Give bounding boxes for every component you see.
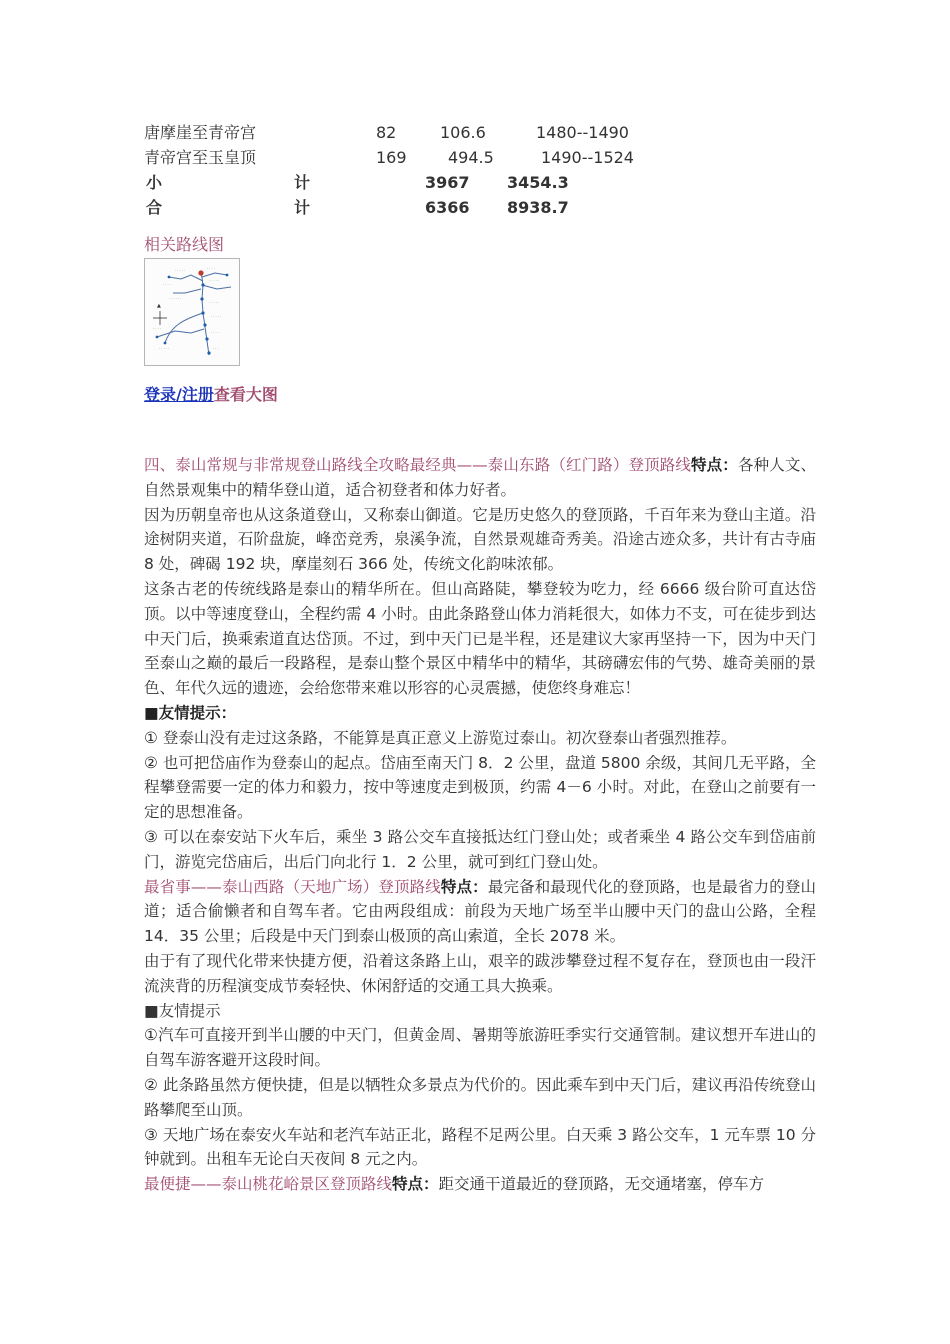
article-body [144, 453, 816, 1197]
total-distance: 8938.7 [507, 198, 569, 217]
tips-heading-plain: ■友情提示 [144, 1001, 221, 1020]
segment-name: 唐摩崖至青帝宫 [144, 123, 257, 142]
east-route-paragraph-1: 因为历朝皇帝也从这条道登山，又称泰山御道。它是历史悠久的登顶路，千百年来为登山主道。沿途树阴夹道，石阶盘旋，峰峦竞秀，泉溪争流，自然景观雄奇秀美。沿途古迹众多，共计有古寺庙 8 处，碑碣 192 块，摩崖刻石 366 处，传统文化韵味浓郁。 [144, 505, 816, 574]
svg-text:. . . . . .: . . . . . . [169, 296, 182, 300]
feature-label: 特点： [440, 877, 488, 896]
steps-value: 82 [376, 123, 397, 142]
feature-label: 特点： [691, 456, 738, 474]
total-label-b: 计 [294, 198, 311, 217]
east-route-paragraph-2: 这条古老的传统线路是泰山的精华所在。但山高路陡，攀登较为吃力，经 6666 级台阶可直达岱顶。以中等速度登山，全程约需 4 小时。由此条路登山体力消耗很大，如体力不支，可在徒步到达中天门后，换乘索道直达岱顶。不过，到中天门已是半程，还是建议大家再坚持一下，因为中天门至泰山之巅的最后一段路程，是泰山整个景区中精华中的精华，其磅礴宏伟的气势、雄奇美丽的景色、年代久远的遗迹，会给您带来难以形容的心灵震撼，使您终身难忘！ [144, 579, 816, 698]
svg-text:▲: ▲ [157, 303, 161, 309]
table-row [144, 120, 816, 145]
segment-name: 青帝宫至玉皇顶 [144, 148, 257, 167]
east-tip-1: ① 登泰山没有走过这条路，不能算是真正意义上游览过泰山。初次登泰山者强烈推荐。 [144, 728, 737, 747]
distance-value: 494.5 [448, 148, 494, 167]
east-route-title: 四、泰山常规与非常规登山路线全攻略最经典——泰山东路（红门路）登顶路线 [144, 456, 692, 474]
svg-text:. . . .: . . . . [211, 330, 219, 334]
svg-text:. . . . .: . . . . . [209, 278, 220, 282]
route-map-title: 相关路线图 [144, 235, 225, 254]
subtotal-label-a: 小 [146, 173, 163, 192]
altitude-value: 1490--1524 [541, 148, 634, 167]
svg-text:. . . .: . . . . [153, 326, 161, 330]
east-tip-2: ② 也可把岱庙作为登泰山的起点。岱庙至南天门 8．2 公里，盘道 5800 余级，其间几无平路，全程攀登需要一定的体力和毅力，按中等速度走到极顶，约需 4－6 小时。对此，在登山之前要有一定的思想准备。 [144, 753, 816, 822]
west-route-title: 最省事——泰山西路（天地广场）登顶路线 [144, 877, 441, 896]
svg-text:. . . . .: . . . . . [175, 268, 186, 272]
table-row [144, 145, 816, 170]
login-register-link[interactable]: 登录/注册 [144, 385, 214, 404]
feature-label: 特点： [392, 1175, 439, 1194]
login-view-line [144, 384, 816, 406]
route-table [144, 120, 816, 220]
steps-value: 169 [376, 148, 407, 167]
document-page [144, 120, 816, 1197]
subtotal-row [144, 170, 816, 195]
distance-value: 106.6 [440, 123, 486, 142]
route-map-thumbnail[interactable] [144, 258, 240, 366]
peach-route-feature: 距交通干道最近的登顶路，无交通堵塞，停车方 [438, 1175, 765, 1194]
tips-heading: ■友情提示： [144, 703, 237, 722]
view-large-map-text: 查看大图 [213, 385, 278, 404]
west-tip-1: ①汽车可直接开到半山腰的中天门，但黄金周、暑期等旅游旺季实行交通管制。建议想开车进山的自驾车游客避开这段时间。 [144, 1026, 816, 1070]
total-steps: 6366 [425, 198, 470, 217]
svg-text:. . . .: . . . . [163, 282, 171, 286]
svg-text:. . . . .: . . . . . [211, 314, 222, 318]
svg-text:. . . . .: . . . . . [159, 346, 170, 350]
west-route-intro [144, 875, 816, 949]
subtotal-distance: 3454.3 [507, 173, 569, 192]
total-label-a: 合 [146, 198, 163, 217]
east-route-feature: 各种人文、自然景观集中的精华登山道，适合初登者和体力好者。 [144, 456, 816, 499]
east-route-intro [144, 453, 816, 503]
svg-text:. . . . .: . . . . . [209, 300, 220, 304]
svg-text:. . .: . . . [213, 346, 219, 350]
peach-route-intro [144, 1172, 816, 1197]
altitude-value: 1480--1490 [536, 123, 629, 142]
subtotal-steps: 3967 [425, 173, 470, 192]
subtotal-label-b: 计 [294, 173, 311, 192]
total-row [144, 195, 816, 220]
peach-route-title: 最便捷——泰山桃花峪景区登顶路线 [144, 1175, 393, 1194]
svg-text:. . . .: . . . . [207, 266, 215, 270]
west-tip-3: ③ 天地广场在泰安火车站和老汽车站正北，路程不足两公里。白天乘 3 路公交车，1 元车票 10 分钟就到。出租车无论白天夜间 8 元之内。 [144, 1125, 816, 1169]
east-tip-3: ③ 可以在泰安站下火车后，乘坐 3 路公交车直接抵达红门登山处；或者乘坐 4 路公交车到岱庙前门，游览完岱庙后，出后门向北行 1．2 公里，就可到红门登山处。 [144, 827, 816, 871]
west-tip-2: ② 此条路虽然方便快捷，但是以牺牲众多景点为代价的。因此乘车到中天门后，建议再沿传统登山路攀爬至山顶。 [144, 1075, 816, 1119]
west-route-paragraph-1: 由于有了现代化带来快捷方便，沿着这条路上山，艰辛的跋涉攀登过程不复存在，登顶也由一段汗流浃背的历程演变成节奏轻快、休闲舒适的交通工具大换乘。 [144, 951, 816, 995]
west-route-feature: 最完备和最现代化的登顶路，也是最省力的登山道；适合偷懒者和自驾车者。它由两段组成：前段为天地广场至半山腰中天门的盘山公路，全程 14．35 公里；后段是中天门到泰山极顶的高山索道，全长 2078 米。 [144, 877, 816, 946]
